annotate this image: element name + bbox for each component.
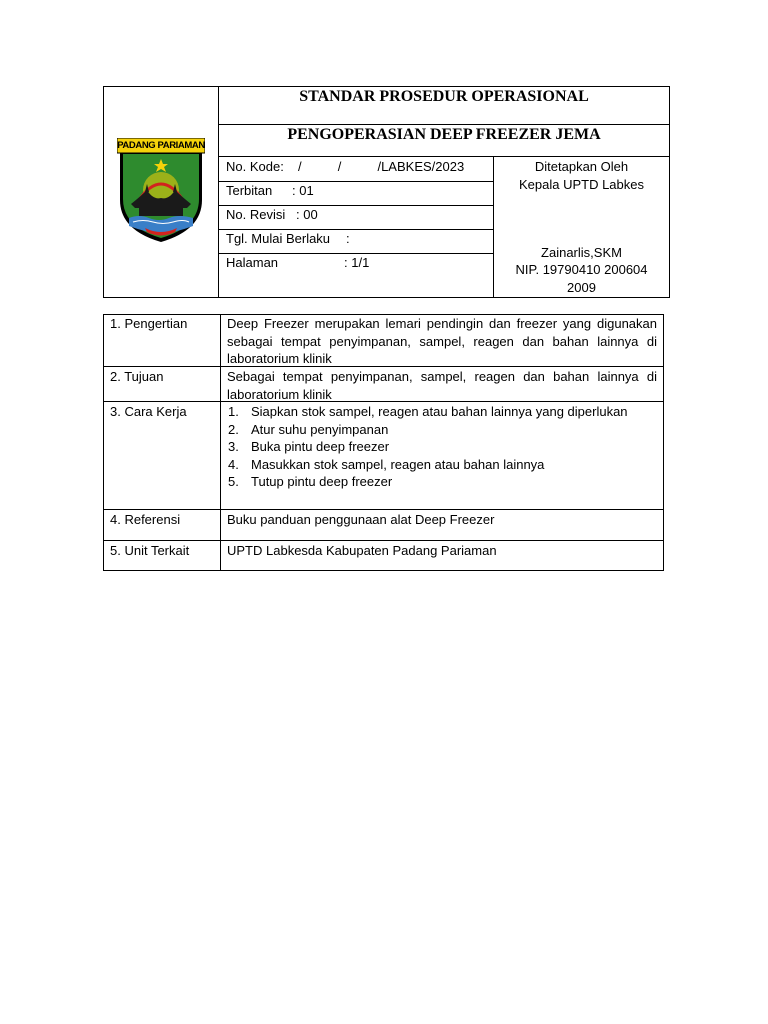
section-text: Buku panduan penggunaan alat Deep Freezer — [227, 512, 495, 527]
section-text: UPTD Labkesda Kabupaten Padang Pariaman — [227, 543, 497, 558]
tgl-mulai-value: : — [346, 231, 350, 246]
kode-value: / / /LABKES/2023 — [298, 159, 465, 174]
kode-label: No. Kode: — [226, 159, 284, 174]
section-text: Deep Freezer merupakan lemari pendingin dan freezer yang digunakan sebagai tempat penyimpanan, sampel, reagen dan bahan lainnya di laboratorium klinik — [227, 316, 657, 366]
section-label: 4. Referensi — [110, 512, 181, 527]
section-text: Sebagai tempat penyimpanan, sampel, reagen dan bahan lainnya di laboratorium klinik — [227, 369, 657, 402]
document-title: STANDAR PROSEDUR OPERASIONAL — [299, 88, 589, 105]
list-item: 5. Tutup pintu deep freezer — [228, 474, 393, 489]
coat-of-arms-icon — [117, 138, 205, 244]
section-label: 3. Cara Kerja — [110, 404, 187, 419]
terbitan-value: : 01 — [292, 183, 314, 198]
document-subtitle: PENGOPERASIAN DEEP FREEZER JEMA — [287, 126, 601, 143]
approver-nip: NIP. 19790410 200604 — [515, 262, 648, 277]
halaman-label: Halaman — [226, 255, 279, 270]
approval-line1: Ditetapkan Oleh — [534, 159, 629, 174]
approver-nip-cont: 2009 — [567, 280, 596, 295]
padang-pariaman-logo — [117, 138, 205, 244]
halaman-value: : 1/1 — [344, 255, 370, 270]
approver-name: Zainarlis,SKM — [541, 245, 622, 260]
list-item: 2. Atur suhu penyimpanan — [228, 421, 389, 437]
steps-list — [228, 403, 657, 491]
revisi-value: : 00 — [296, 207, 318, 222]
section-label: 2. Tujuan — [110, 369, 164, 384]
terbitan-label: Terbitan — [226, 183, 273, 198]
tgl-mulai-label: Tgl. Mulai Berlaku — [226, 231, 331, 246]
approval-line2: Kepala UPTD Labkes — [518, 177, 644, 192]
section-label: 1. Pengertian — [110, 316, 188, 331]
list-item: 4. Masukkan stok sampel, reagen atau bahan lainnya — [228, 456, 545, 472]
logo-banner-text: PADANG PARIAMAN — [117, 140, 205, 151]
section-label: 5. Unit Terkait — [110, 543, 190, 558]
list-item: 3. Buka pintu deep freezer — [228, 439, 390, 454]
revisi-label: No. Revisi — [226, 207, 286, 222]
list-item: 1. Siapkan stok sampel, reagen atau bahan lainnya yang diperlukan — [228, 404, 628, 419]
